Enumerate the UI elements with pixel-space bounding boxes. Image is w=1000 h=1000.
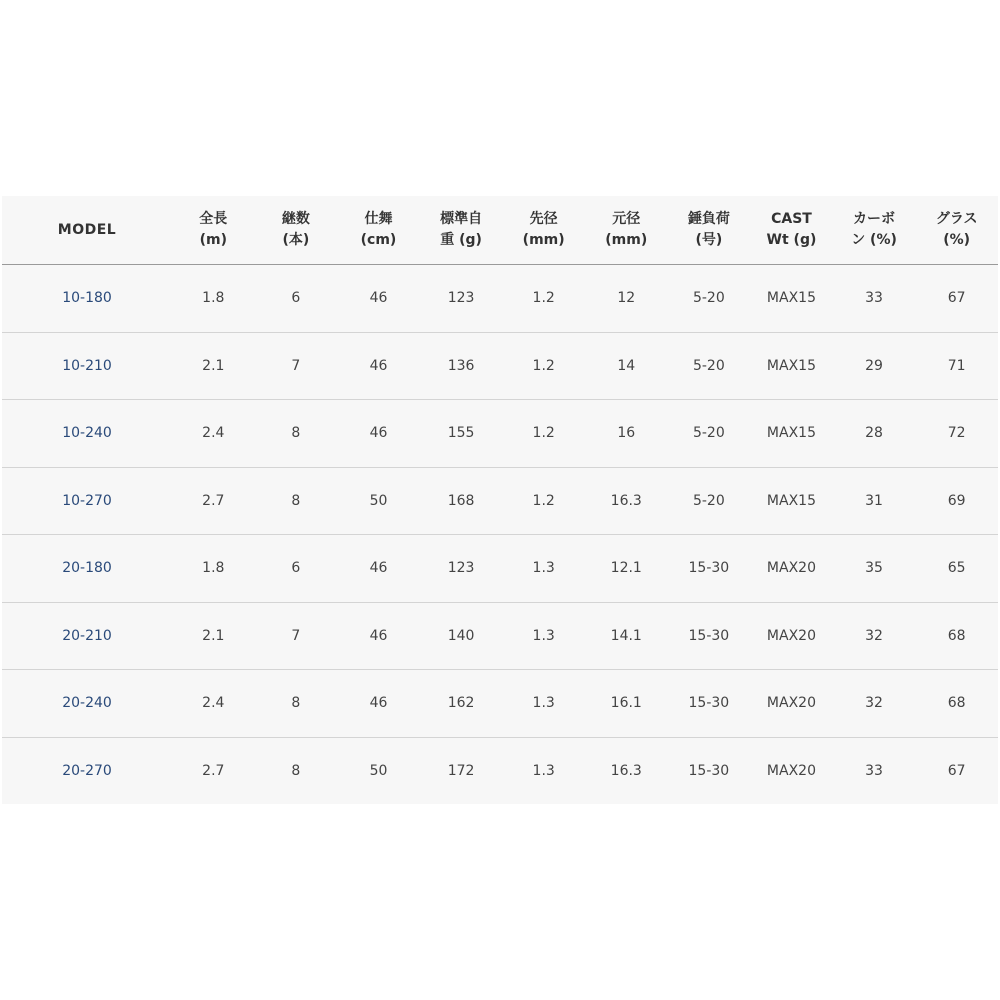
cell-closed-length: 46 [337,602,420,670]
cell-model: 20-180 [2,535,172,603]
cell-carbon: 33 [833,265,916,333]
table-row [2,467,998,535]
table-body [2,265,998,805]
cell-sections: 6 [255,535,338,603]
cell-sections: 6 [255,265,338,333]
cell-butt-diameter: 16 [585,400,668,468]
cell-sections: 8 [255,670,338,738]
cell-butt-diameter: 16.3 [585,467,668,535]
cell-weight: 168 [420,467,503,535]
cell-tip-diameter: 1.2 [502,332,585,400]
cell-cast-weight: MAX20 [750,670,833,738]
cell-tip-diameter: 1.3 [502,670,585,738]
cell-sinker-load: 15-30 [668,670,751,738]
table-header [2,196,998,265]
cell-length: 1.8 [172,265,255,333]
table-row [2,602,998,670]
cell-cast-weight: MAX20 [750,602,833,670]
cell-closed-length: 46 [337,535,420,603]
cell-length: 1.8 [172,535,255,603]
cell-tip-diameter: 1.2 [502,400,585,468]
cell-tip-diameter: 1.3 [502,535,585,603]
cell-tip-diameter: 1.3 [532,762,555,779]
header-glass: グラス (%) [915,196,998,265]
cell-sinker-load: 5-20 [668,467,751,535]
cell-sinker-load: 5-20 [668,332,751,400]
table-row [2,265,998,333]
cell-cast-weight: MAX20 [766,762,816,779]
cell-glass: 67 [915,265,998,333]
cell-weight: 123 [420,535,503,603]
cell-closed-length: 50 [369,762,388,779]
cell-butt-diameter: 12.1 [585,535,668,603]
cell-sinker-load: 5-20 [668,400,751,468]
cell-tip-diameter: 1.3 [502,602,585,670]
cell-carbon: 29 [833,332,916,400]
cell-glass: 68 [915,602,998,670]
cell-glass: 71 [915,332,998,400]
cell-glass: 67 [947,762,966,779]
cell-glass: 65 [915,535,998,603]
cell-length: 2.4 [172,670,255,738]
cell-length: 2.4 [172,400,255,468]
cell-glass: 68 [915,670,998,738]
header-closed-length: 仕舞 (cm) [337,196,420,265]
header-butt-diameter: 元径 (mm) [585,196,668,265]
cell-model: 10-240 [2,400,172,468]
cell-sections: 8 [291,762,301,779]
cell-sections: 8 [255,400,338,468]
cell-cast-weight: MAX15 [750,332,833,400]
cell-tip-diameter: 1.2 [502,467,585,535]
cell-cast-weight: MAX15 [750,400,833,468]
cell-butt-diameter: 12 [585,265,668,333]
header-sections: 継数 (本) [255,196,338,265]
header-row [2,196,998,265]
cell-sections: 7 [255,332,338,400]
cell-sinker-load: 15-30 [668,602,751,670]
cell-model: 20-240 [2,670,172,738]
cell-weight: 155 [420,400,503,468]
header-sinker-load: 錘負荷 (号) [668,196,751,265]
cell-butt-diameter: 16.3 [610,762,642,779]
cell-cast-weight: MAX20 [750,535,833,603]
cell-length: 2.7 [172,467,255,535]
cell-glass: 69 [915,467,998,535]
cell-model: 20-270 [62,762,112,779]
cell-length: 2.1 [172,332,255,400]
cell-length: 2.1 [172,602,255,670]
cell-carbon: 32 [833,670,916,738]
header-model: MODEL [2,196,172,265]
cell-model: 10-270 [2,467,172,535]
cell-sections: 7 [255,602,338,670]
header-carbon: カーボ ン (%) [833,196,916,265]
cell-closed-length: 46 [337,670,420,738]
cell-model: 10-180 [2,265,172,333]
cell-closed-length: 46 [337,400,420,468]
cell-tip-diameter: 1.2 [502,265,585,333]
cell-length: 2.7 [202,762,225,779]
cell-carbon: 28 [833,400,916,468]
cell-sections: 8 [255,467,338,535]
cell-butt-diameter: 14 [585,332,668,400]
cell-model: 20-210 [2,602,172,670]
header-weight: 標準自 重 (g) [420,196,503,265]
cell-weight: 172 [447,762,475,779]
cell-carbon: 33 [865,762,883,779]
table-row [2,535,998,603]
cell-closed-length: 46 [337,332,420,400]
cell-cast-weight: MAX15 [750,265,833,333]
cell-weight: 123 [420,265,503,333]
table-row [2,400,998,468]
cell-weight: 136 [420,332,503,400]
cell-butt-diameter: 16.1 [585,670,668,738]
cell-sinker-load: 15-30 [688,762,730,779]
cell-glass: 72 [915,400,998,468]
cell-sinker-load: 15-30 [668,535,751,603]
cell-weight: 140 [420,602,503,670]
cell-butt-diameter: 14.1 [585,602,668,670]
table-row [2,737,998,804]
cell-weight: 162 [420,670,503,738]
cell-carbon: 31 [833,467,916,535]
spec-table [2,196,998,804]
cell-closed-length: 46 [337,265,420,333]
table-row [2,332,998,400]
header-cast-weight: CAST Wt (g) [750,196,833,265]
cell-carbon: 32 [833,602,916,670]
cell-sinker-load: 5-20 [668,265,751,333]
header-length: 全長 (m) [172,196,255,265]
cell-cast-weight: MAX15 [750,467,833,535]
cell-closed-length: 50 [337,467,420,535]
cell-carbon: 35 [833,535,916,603]
header-tip-diameter: 先径 (mm) [502,196,585,265]
cell-model: 10-210 [2,332,172,400]
table-row [2,670,998,738]
